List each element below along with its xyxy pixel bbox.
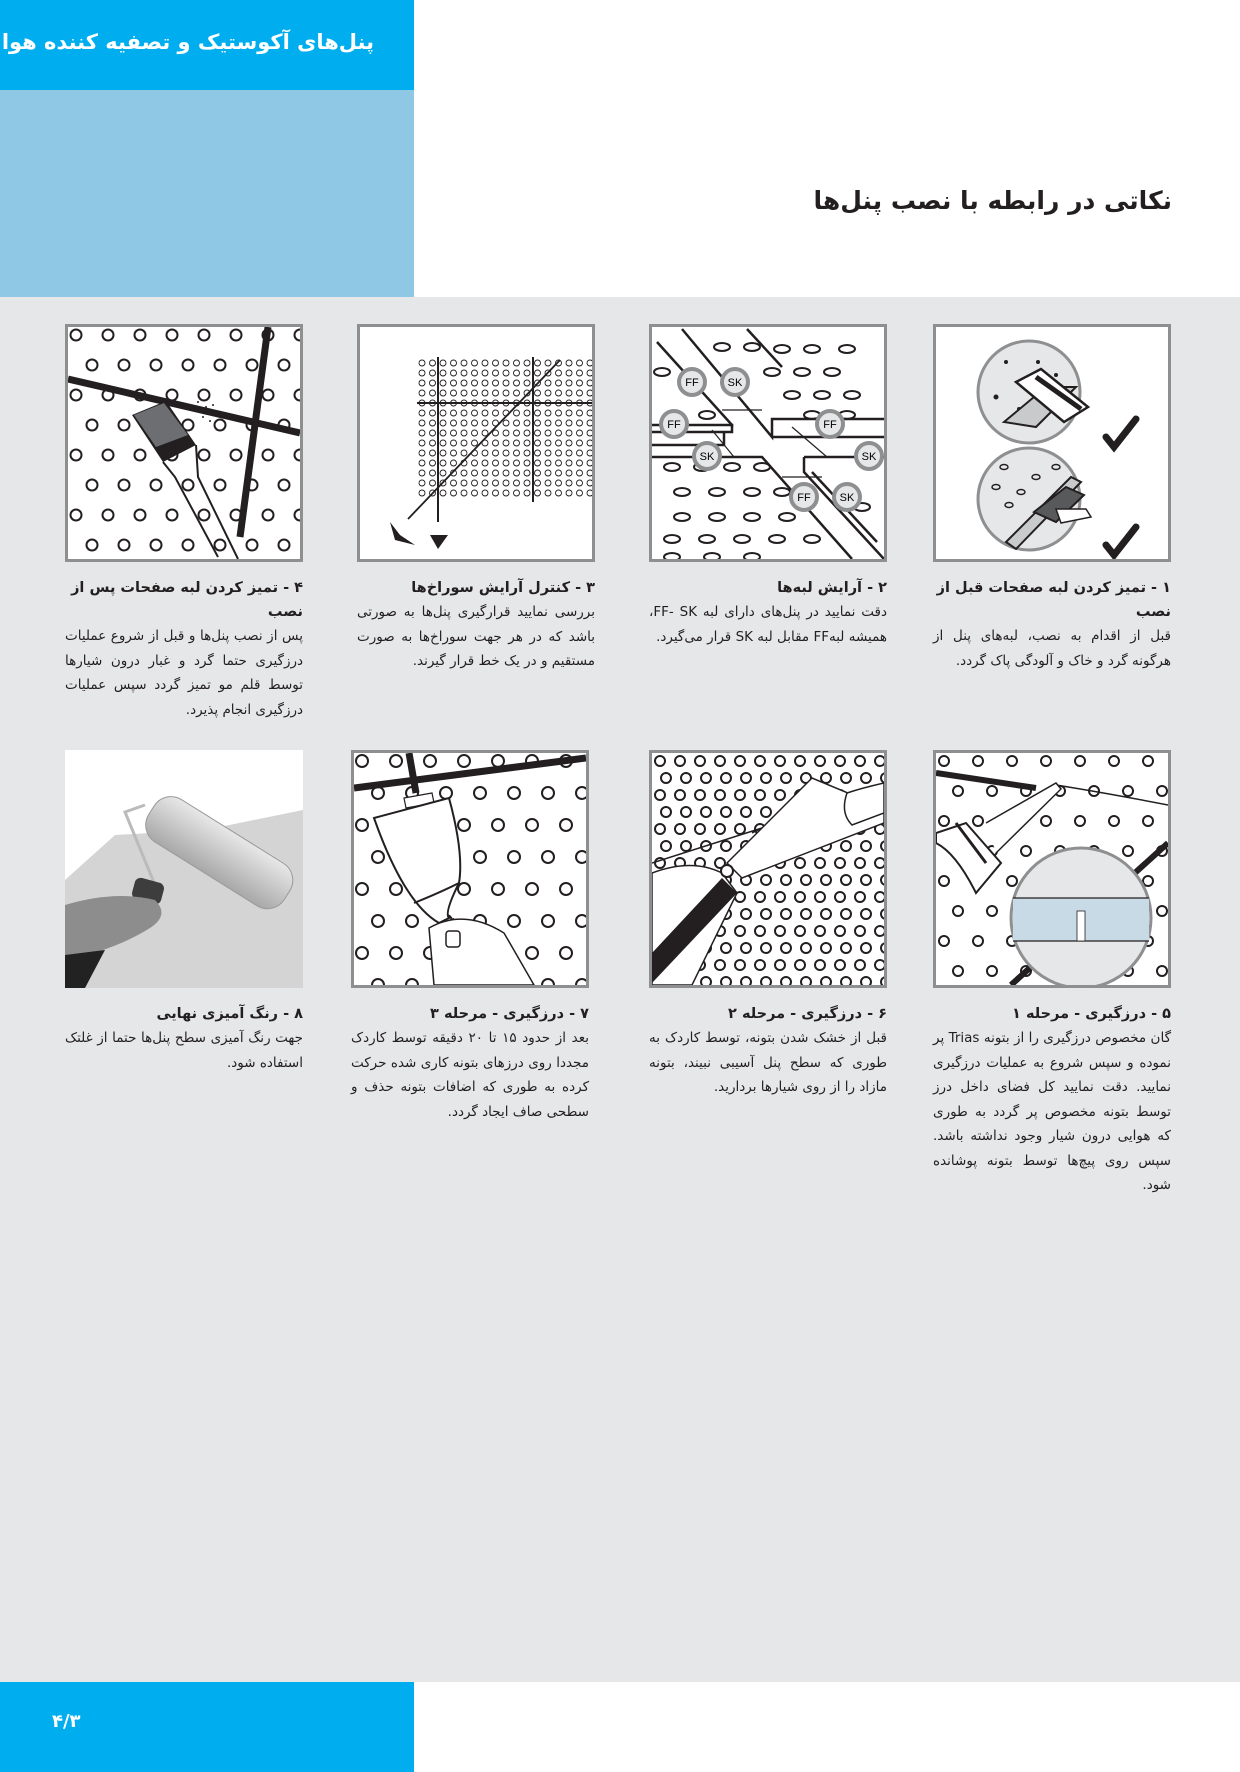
sk-label: SK — [839, 492, 855, 504]
step-6-illustration — [649, 750, 887, 988]
step-5-illustration — [933, 750, 1171, 988]
step-1-illustration — [933, 324, 1171, 562]
step-7-illustration — [351, 750, 589, 988]
step-2-caption — [649, 576, 887, 649]
sk-label: SK — [727, 377, 743, 389]
step-6-caption — [649, 1002, 887, 1100]
paint-roller-photo — [65, 750, 303, 988]
step-5-caption — [933, 1002, 1171, 1198]
step-7-title: ۷ - درزگیری - مرحله ۳ — [430, 1006, 589, 1022]
panel-edge-cleaning-icon — [936, 327, 1168, 559]
step-2-illustration — [649, 324, 887, 562]
step-1 — [933, 324, 1171, 673]
step-2 — [649, 324, 887, 649]
ff-label: FF — [667, 419, 681, 431]
hole-alignment-icon — [360, 327, 592, 559]
step-2-body: دقت نمایید در پنل‌های دارای لبه FF- SK، همیشه لبهFF مقابل لبه SK قرار می‌گیرد. — [649, 604, 887, 645]
header-band — [0, 0, 414, 90]
step-8-body: جهت رنگ آمیزی سطح پنل‌ها حتما از غلتک استفاده شود. — [65, 1030, 303, 1071]
step-5 — [933, 750, 1171, 1198]
step-8-title: ۸ - رنگ آمیزی نهایی — [156, 1006, 303, 1022]
step-8 — [65, 750, 303, 1075]
ff-label: FF — [823, 419, 837, 431]
step-8-caption — [65, 1002, 303, 1075]
step-4-title: ۴ - تمیز کردن لبه صفحات پس از نصب — [71, 580, 303, 620]
step-4 — [65, 324, 303, 722]
step-3-title: ۳ - کنترل آرایش سوراخ‌ها — [411, 580, 595, 596]
header-accent-block — [0, 90, 414, 297]
step-6 — [649, 750, 887, 1100]
page-title: نکاتی در رابطه با نصب پنل‌ها — [813, 186, 1172, 215]
step-3-caption — [357, 576, 595, 674]
step-5-title: ۵ - درزگیری - مرحله ۱ — [1012, 1006, 1171, 1022]
brush-cleaning-icon — [68, 327, 300, 559]
step-3 — [357, 324, 595, 674]
ff-label: FF — [797, 492, 811, 504]
step-4-illustration — [65, 324, 303, 562]
caulking-gun-icon — [936, 753, 1168, 985]
step-1-caption — [933, 576, 1171, 673]
step-7 — [351, 750, 589, 1124]
sk-label: SK — [861, 451, 877, 463]
step-5-body: گان مخصوص درزگیری را از بتونه Trias پر نموده و سپس شروع به عملیات درزگیری نمایید. دقت نمایید کل فضای داخل درز توسط بتونه مخصوص پر گردد به طوری که هوایی درون شیار وجود نداشته باشد. سپس روی پیچ‌ها توسط بتونه پوشانده شود. — [933, 1030, 1171, 1193]
step-3-illustration — [357, 324, 595, 562]
step-7-caption — [351, 1002, 589, 1124]
step-6-body: قبل از خشک شدن بتونه، توسط کاردک به طوری که سطح پنل آسیبی نبیند، بتونه مازاد را از روی شیارها بردارید. — [649, 1030, 887, 1095]
edge-arrangement-icon — [652, 327, 884, 559]
page-number: ۴/۳ — [52, 1711, 81, 1732]
sk-label: SK — [699, 451, 715, 463]
step-8-photo — [65, 750, 303, 988]
step-7-body: بعد از حدود ۱۵ تا ۲۰ دقیقه توسط کاردک مجددا روی درزهای بتونه کاری شده حرکت کرده به طوری که اضافات بتونه حذف و سطحی صاف ایجاد گردد. — [351, 1030, 589, 1120]
step-6-title: ۶ - درزگیری - مرحله ۲ — [728, 1006, 887, 1022]
step-4-caption — [65, 576, 303, 722]
step-3-body: بررسی نمایید قرارگیری پنل‌ها به صورتی باشد که در هر جهت سوراخ‌ها به صورت مستقیم و در یک خط قرار گیرند. — [357, 604, 595, 669]
ff-label: FF — [685, 377, 699, 389]
header-title: پنل‌های آکوستیک و تصفیه کننده هوا — [1, 30, 374, 54]
step-2-title: ۲ - آرایش لبه‌ها — [777, 580, 887, 596]
footer-background — [414, 1682, 1240, 1772]
step-1-title: ۱ - تمیز کردن لبه صفحات قبل از نصب — [936, 580, 1171, 620]
step-4-body: پس از نصب پنل‌ها و قبل از شروع عملیات درزگیری حتما گرد و غبار درون شیارها توسط قلم مو تمیز گردد سپس عملیات درزگیری انجام پذیرد. — [65, 628, 303, 718]
step-1-body: قبل از اقدام به نصب، لبه‌های پنل از هرگونه گرد و خاک و آلودگی پاک گردد. — [933, 628, 1171, 669]
spatula-stage-3-icon — [354, 753, 586, 985]
spatula-stage-2-icon — [652, 753, 884, 985]
